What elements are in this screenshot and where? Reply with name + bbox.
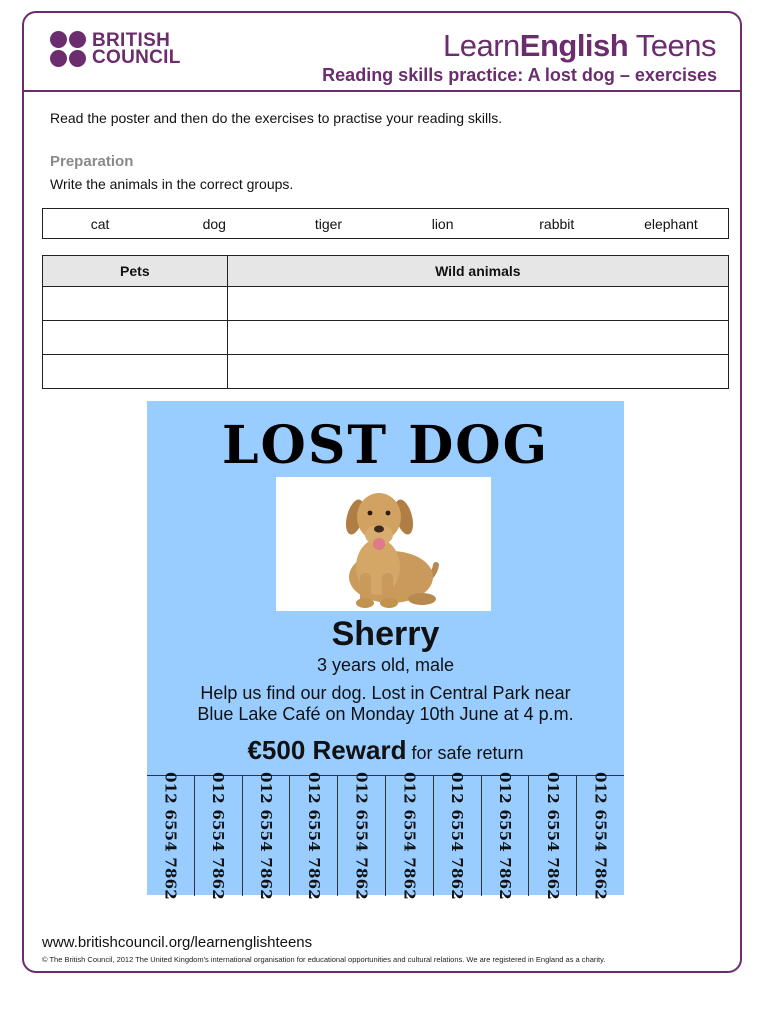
learnenglish-teens-logo: LearnEnglish Teens bbox=[442, 28, 716, 63]
tear-off-tab[interactable] bbox=[576, 772, 624, 900]
pets-column-header: Pets bbox=[43, 256, 228, 287]
phone-number: 012 6554 7862 bbox=[543, 772, 562, 900]
tear-off-tab[interactable] bbox=[433, 772, 481, 900]
word-item: rabbit bbox=[539, 215, 575, 232]
animal-groups-table bbox=[42, 255, 729, 389]
phone-number: 012 6554 7862 bbox=[400, 772, 419, 900]
reward-line bbox=[147, 735, 624, 766]
word-item: dog bbox=[202, 215, 226, 232]
wild-animals-column-header: Wild animals bbox=[227, 256, 728, 287]
preparation-heading: Preparation bbox=[50, 153, 134, 170]
word-box bbox=[42, 208, 729, 239]
phone-number: 012 6554 7862 bbox=[448, 772, 467, 900]
tear-off-tab[interactable] bbox=[242, 772, 290, 900]
tear-off-tab[interactable] bbox=[289, 772, 337, 900]
dog-icon bbox=[276, 477, 491, 611]
phone-number: 012 6554 7862 bbox=[209, 772, 228, 900]
tear-off-tabs bbox=[147, 772, 624, 900]
pets-answer-cell[interactable] bbox=[43, 355, 228, 389]
word-item: tiger bbox=[314, 215, 343, 232]
table-row bbox=[43, 287, 729, 321]
header-divider bbox=[22, 90, 742, 92]
phone-number: 012 6554 7862 bbox=[304, 772, 323, 900]
page-title: Reading skills practice: A lost dog – exercises bbox=[322, 65, 717, 85]
british-council-logo bbox=[50, 31, 181, 67]
tear-off-tab[interactable] bbox=[481, 772, 529, 900]
wild-answer-cell[interactable] bbox=[227, 287, 728, 321]
intro-text: Read the poster and then do the exercises to practise your reading skills. bbox=[50, 110, 503, 126]
dog-description: Help us find our dog. Lost in Central Park near Blue Lake Café on Monday 10th June at 4 p.m. bbox=[197, 683, 574, 724]
phone-number: 012 6554 7862 bbox=[495, 772, 514, 900]
phone-number: 012 6554 7862 bbox=[591, 772, 610, 900]
phone-number: 012 6554 7862 bbox=[161, 772, 180, 900]
word-item: lion bbox=[431, 215, 454, 232]
logo-dots-icon bbox=[50, 31, 86, 67]
phone-number: 012 6554 7862 bbox=[352, 772, 371, 900]
reward-text: for safe return bbox=[411, 743, 524, 763]
phone-number: 012 6554 7862 bbox=[256, 772, 275, 900]
reward-amount: €500 Reward bbox=[247, 735, 407, 765]
tear-off-tab[interactable] bbox=[385, 772, 433, 900]
footer-copyright: © The British Council, 2012 The United Kingdom's international organisation for educational opportunities and cultural relations. We are registered in England as a charity. bbox=[42, 955, 606, 964]
tear-off-tab[interactable] bbox=[194, 772, 242, 900]
word-item: cat bbox=[90, 215, 110, 232]
dog-name: Sherry bbox=[331, 615, 440, 653]
lost-dog-poster bbox=[147, 401, 624, 900]
preparation-instruction: Write the animals in the correct groups. bbox=[50, 176, 294, 192]
footer-url-link[interactable]: www.britishcouncil.org/learnenglishteens bbox=[42, 934, 313, 951]
tear-off-tab[interactable] bbox=[528, 772, 576, 900]
pets-answer-cell[interactable] bbox=[43, 287, 228, 321]
logo-text: BRITISH COUNCIL bbox=[92, 30, 181, 68]
tear-off-tab[interactable] bbox=[147, 772, 194, 900]
wild-answer-cell[interactable] bbox=[227, 321, 728, 355]
poster-title: LOST DOG bbox=[221, 415, 549, 476]
dog-info: 3 years old, male bbox=[316, 655, 455, 675]
pets-answer-cell[interactable] bbox=[43, 321, 228, 355]
word-item: elephant bbox=[644, 215, 698, 232]
wild-answer-cell[interactable] bbox=[227, 355, 728, 389]
table-row bbox=[43, 321, 729, 355]
table-row bbox=[43, 355, 729, 389]
tear-off-tab[interactable] bbox=[337, 772, 385, 900]
dog-photo bbox=[276, 477, 491, 611]
